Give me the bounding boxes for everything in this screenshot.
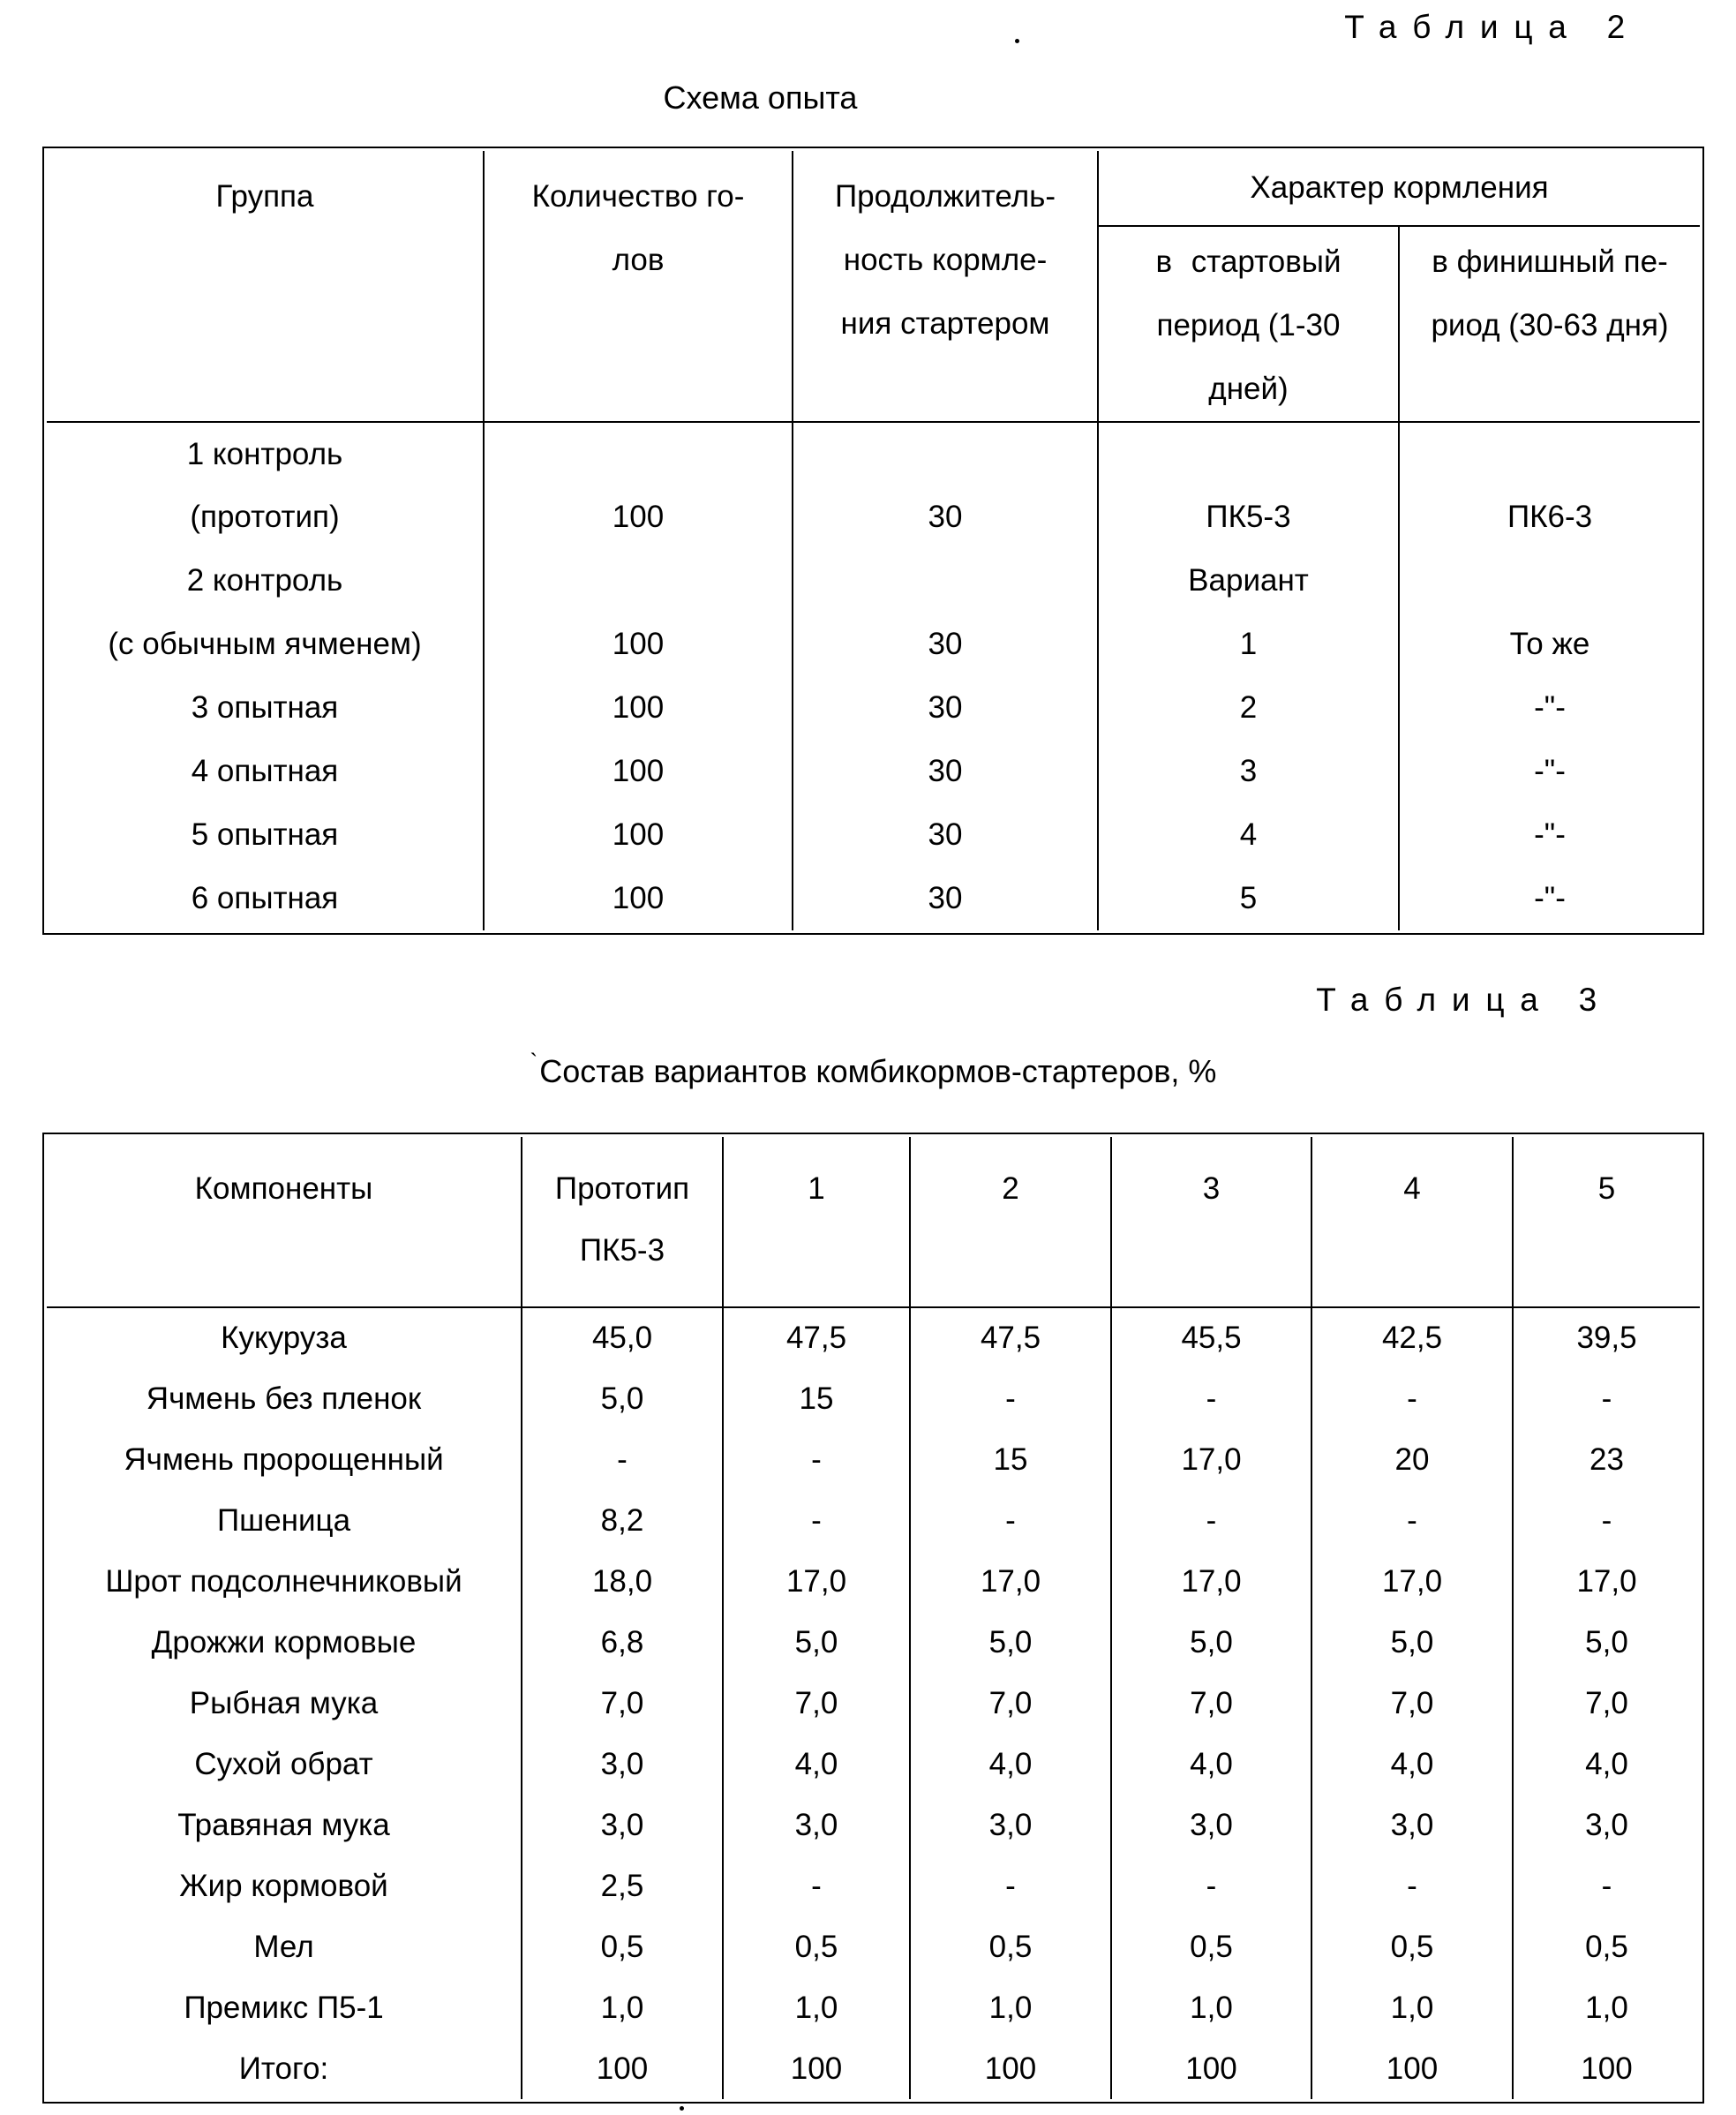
table3-row-value: 45,0: [522, 1307, 723, 1368]
table3-row-value: 4,0: [723, 1734, 910, 1795]
table3-row-value: 7,0: [723, 1673, 910, 1734]
table3-row-value: 5,0: [1513, 1612, 1700, 1673]
header-line: лов: [612, 243, 665, 277]
table3-row-value: 3,0: [522, 1795, 723, 1855]
table3-row-value: -: [1513, 1855, 1700, 1916]
table3-row-value: 4,0: [1513, 1734, 1700, 1795]
header-line: Количество го-: [531, 179, 745, 214]
table3-row-value: -: [1513, 1368, 1700, 1429]
table3-caption: Таблица 3: [1316, 982, 1612, 1018]
table2-title: Схема опыта: [663, 79, 858, 116]
table2-caption: Таблица 2: [1344, 9, 1641, 45]
table2-row-value: 30: [793, 613, 1098, 676]
table3-row-value: 3,0: [1111, 1795, 1311, 1855]
table3-row-value: 1,0: [522, 1977, 723, 2038]
header-line: ния стартером: [840, 306, 1050, 341]
table3-row-value: 4,0: [910, 1734, 1111, 1795]
table3-row-value: 42,5: [1311, 1307, 1513, 1368]
table3-row: [47, 1916, 1700, 1977]
table3-row-value: 0,5: [1311, 1916, 1513, 1977]
header-line: Прототип: [554, 1171, 690, 1206]
table3-row-label: Кукуруза: [221, 1321, 347, 1355]
table3-row: [47, 1673, 1700, 1734]
table3-row: [47, 1429, 1700, 1490]
table3-row-value: 15: [723, 1368, 910, 1429]
table2-row-value: -"-: [1399, 803, 1700, 867]
table2-row: [47, 740, 1700, 803]
table2-row-label: 5 опытная: [191, 817, 339, 852]
column-header-prototype: [522, 1137, 723, 1307]
table3-row-value: -: [1311, 1490, 1513, 1551]
table2-body: [47, 422, 1700, 930]
table3-row-value: 7,0: [910, 1673, 1111, 1734]
table3-row-value: 17,0: [1513, 1551, 1700, 1612]
column-header-head-count: [484, 151, 793, 422]
table3-row-value: -: [723, 1429, 910, 1490]
table2-row-value: [1399, 422, 1700, 485]
table2-row-value: 30: [793, 803, 1098, 867]
table3-title: [42, 1049, 1704, 1090]
table3-row-value: 5,0: [522, 1368, 723, 1429]
table2-row-value: [793, 549, 1098, 613]
table2-row: [47, 485, 1700, 549]
table2-row-value: 4: [1098, 803, 1399, 867]
table3-row-value: -: [723, 1855, 910, 1916]
table3-row: [47, 1977, 1700, 2038]
table2-row-value: То же: [1399, 613, 1700, 676]
table2-row: [47, 803, 1700, 867]
column-header-feeding-character: Характер кормления: [1098, 151, 1700, 226]
table3-row-value: 15: [910, 1429, 1111, 1490]
column-header-components: [47, 1137, 522, 1307]
table3-row-value: -: [1111, 1368, 1311, 1429]
column-header-variant-2: 2: [910, 1137, 1111, 1307]
table3-row-value: 4,0: [1111, 1734, 1311, 1795]
table2-row-value: 3: [1098, 740, 1399, 803]
header-line: в стартовый: [1155, 245, 1341, 279]
table3-row-value: -: [1111, 1490, 1311, 1551]
table2-row-value: -"-: [1399, 676, 1700, 740]
table3-row-value: 0,5: [522, 1916, 723, 1977]
table3-row-value: 1,0: [1513, 1977, 1700, 2038]
table2-row-label: 3 опытная: [191, 690, 339, 725]
table3-row-label: Шрот подсолнечниковый: [105, 1563, 462, 1599]
column-header-finish-period: [1399, 226, 1700, 422]
table3-row-value: 6,8: [522, 1612, 723, 1673]
table2-row-value: [1098, 422, 1399, 485]
table3-row: [47, 1307, 1700, 1368]
table3-row-label: Травяная мука: [177, 1807, 390, 1842]
table3-row-value: 5,0: [1111, 1612, 1311, 1673]
table2-row: [47, 676, 1700, 740]
table2-row: [47, 422, 1700, 485]
table3-row-label: Пшеница: [216, 1502, 351, 1538]
table2-row-label: 6 опытная: [191, 881, 339, 915]
table3-row-value: 47,5: [723, 1307, 910, 1368]
table2-row-value: 100: [484, 867, 793, 930]
scan-noise-dot: [680, 2106, 684, 2111]
table2-row-value: [484, 549, 793, 613]
table2-row-value: 30: [793, 867, 1098, 930]
table3-row-value: -: [910, 1490, 1111, 1551]
header-line: ПК5-3: [579, 1233, 665, 1268]
table3-row-value: 5,0: [910, 1612, 1111, 1673]
header-line: ность кормле-: [843, 243, 1048, 277]
table3-row-value: 1,0: [1311, 1977, 1513, 2038]
table2-row-label: 2 контроль: [186, 563, 343, 598]
table3-row-value: 4,0: [1311, 1734, 1513, 1795]
table2-row-value: Вариант: [1098, 549, 1399, 613]
table3-row-label: Дрожжи кормовые: [151, 1624, 417, 1660]
table3-row-label: Премикс П5-1: [184, 1990, 384, 2025]
table3-row-value: 7,0: [1111, 1673, 1311, 1734]
table3-row-value: 7,0: [1311, 1673, 1513, 1734]
table3-row-value: 1,0: [1111, 1977, 1311, 2038]
table2-row-value: 1: [1098, 613, 1399, 676]
table3-row: [47, 1855, 1700, 1916]
table3-row-value: 45,5: [1111, 1307, 1311, 1368]
table3-row-value: 100: [723, 2038, 910, 2099]
header-line: Продолжитель-: [834, 179, 1056, 214]
table2-row-label: (прототип): [190, 500, 340, 534]
table2-row-value: 100: [484, 613, 793, 676]
table2-row-value: [484, 422, 793, 485]
table3-row-value: 1,0: [910, 1977, 1111, 2038]
table3-row-value: 0,5: [1111, 1916, 1311, 1977]
table3-row: [47, 1368, 1700, 1429]
table2-grid: [47, 151, 1700, 930]
table2-row-label: 4 опытная: [191, 754, 339, 788]
table2-row-value: 2: [1098, 676, 1399, 740]
table2-row: [47, 867, 1700, 930]
table3-row-value: 18,0: [522, 1551, 723, 1612]
table2-row-value: 100: [484, 485, 793, 549]
table3-row-value: -: [910, 1855, 1111, 1916]
table3-row-value: 3,0: [723, 1795, 910, 1855]
table3-row-label: Жир кормовой: [179, 1868, 388, 1903]
table3-row-value: -: [522, 1429, 723, 1490]
header-line: риод (30-63 дня): [1431, 308, 1669, 342]
table3-row-value: 17,0: [723, 1551, 910, 1612]
table3-row: [47, 1734, 1700, 1795]
table2-row-value: 100: [484, 676, 793, 740]
table3-row: [47, 1612, 1700, 1673]
table3-row-label: Ячмень пророщенный: [124, 1441, 444, 1477]
table3-grid: [47, 1137, 1700, 2099]
table3-row-value: 3,0: [522, 1734, 723, 1795]
table3-row-value: 23: [1513, 1429, 1700, 1490]
column-header-group: [47, 151, 484, 422]
table3-row-value: 17,0: [910, 1551, 1111, 1612]
table3-row: [47, 1490, 1700, 1551]
column-header-variant-1: 1: [723, 1137, 910, 1307]
table3-row-value: 100: [522, 2038, 723, 2099]
table3-row-value: 5,0: [723, 1612, 910, 1673]
column-header-variant-5: 5: [1513, 1137, 1700, 1307]
table3-row-value: 17,0: [1111, 1551, 1311, 1612]
table3-row-label: Рыбная мука: [189, 1685, 379, 1720]
table3-row-label: Сухой обрат: [194, 1746, 373, 1781]
table3-row-value: 100: [910, 2038, 1111, 2099]
table2-row-value: ПК6-3: [1399, 485, 1700, 549]
table3-row-value: -: [1311, 1368, 1513, 1429]
table3-row: [47, 1551, 1700, 1612]
table2-row-value: [793, 422, 1098, 485]
table2-row-value: -"-: [1399, 740, 1700, 803]
table3-row-value: 3,0: [910, 1795, 1111, 1855]
table3-row-value: 3,0: [1311, 1795, 1513, 1855]
table3-row-value: 100: [1513, 2038, 1700, 2099]
table2-row-value: -"-: [1399, 867, 1700, 930]
header-line: Группа: [215, 179, 314, 214]
table2-row-value: 30: [793, 485, 1098, 549]
table3-row-value: 17,0: [1111, 1429, 1311, 1490]
table3-row-value: 7,0: [1513, 1673, 1700, 1734]
table3-row-value: 7,0: [522, 1673, 723, 1734]
table3-row-value: 100: [1111, 2038, 1311, 2099]
table3-row-label: Мел: [253, 1929, 314, 1964]
table3-row-value: -: [1513, 1490, 1700, 1551]
table2-row-label: 1 контроль: [186, 436, 343, 471]
header-line: Компоненты: [194, 1171, 373, 1206]
table2-row-value: ПК5-3: [1098, 485, 1399, 549]
table3-row-label: Итого:: [238, 2051, 329, 2086]
table3-row-value: 39,5: [1513, 1307, 1700, 1368]
table2-row: [47, 613, 1700, 676]
scan-artifact-mark: `: [530, 1049, 538, 1075]
table3-row-value: -: [723, 1490, 910, 1551]
table2-row-value: 30: [793, 740, 1098, 803]
table2-row-value: 100: [484, 803, 793, 867]
header-line: в финишный пе-: [1432, 245, 1668, 279]
table3-row-value: 47,5: [910, 1307, 1111, 1368]
table3-header-row: [47, 1137, 1700, 1307]
column-header-variant-3: 3: [1111, 1137, 1311, 1307]
experiment-scheme-table: [42, 147, 1704, 935]
table3-body: [47, 1307, 1700, 2099]
table2-row-value: 30: [793, 676, 1098, 740]
table3-row-value: 20: [1311, 1429, 1513, 1490]
table3-row-value: 8,2: [522, 1490, 723, 1551]
table3-row-value: -: [910, 1368, 1111, 1429]
column-header-starter-duration: [793, 151, 1098, 422]
column-header-variant-4: 4: [1311, 1137, 1513, 1307]
table2-row-label: (с обычным ячменем): [108, 627, 422, 661]
table3-row-value: 0,5: [1513, 1916, 1700, 1977]
table3-row-value: 0,5: [910, 1916, 1111, 1977]
table3-title-text: Состав вариантов комбикормов-стартеров, %: [539, 1053, 1217, 1089]
table3-row-value: 100: [1311, 2038, 1513, 2099]
table3-row-value: 3,0: [1513, 1795, 1700, 1855]
column-header-start-period: [1098, 226, 1399, 422]
table3-row-value: -: [1311, 1855, 1513, 1916]
table2-header-row-1: [47, 151, 1700, 226]
table2-row-value: 5: [1098, 867, 1399, 930]
table3-row-value: 2,5: [522, 1855, 723, 1916]
table3-row-label: Ячмень без пленок: [146, 1381, 422, 1416]
scan-noise-dot: [1015, 39, 1019, 43]
table3-row-value: 0,5: [723, 1916, 910, 1977]
table3-row: [47, 2038, 1700, 2099]
header-line: период (1-30: [1156, 308, 1341, 342]
table3-row-value: 17,0: [1311, 1551, 1513, 1612]
table3-row-value: -: [1111, 1855, 1311, 1916]
table3-row: [47, 1795, 1700, 1855]
table2-row-value: [1399, 549, 1700, 613]
table3-row-value: 5,0: [1311, 1612, 1513, 1673]
starter-feed-composition-table: [42, 1133, 1704, 2104]
header-line: дней): [1208, 372, 1289, 406]
table2-row: [47, 549, 1700, 613]
table2-row-value: 100: [484, 740, 793, 803]
table3-row-value: 1,0: [723, 1977, 910, 2038]
